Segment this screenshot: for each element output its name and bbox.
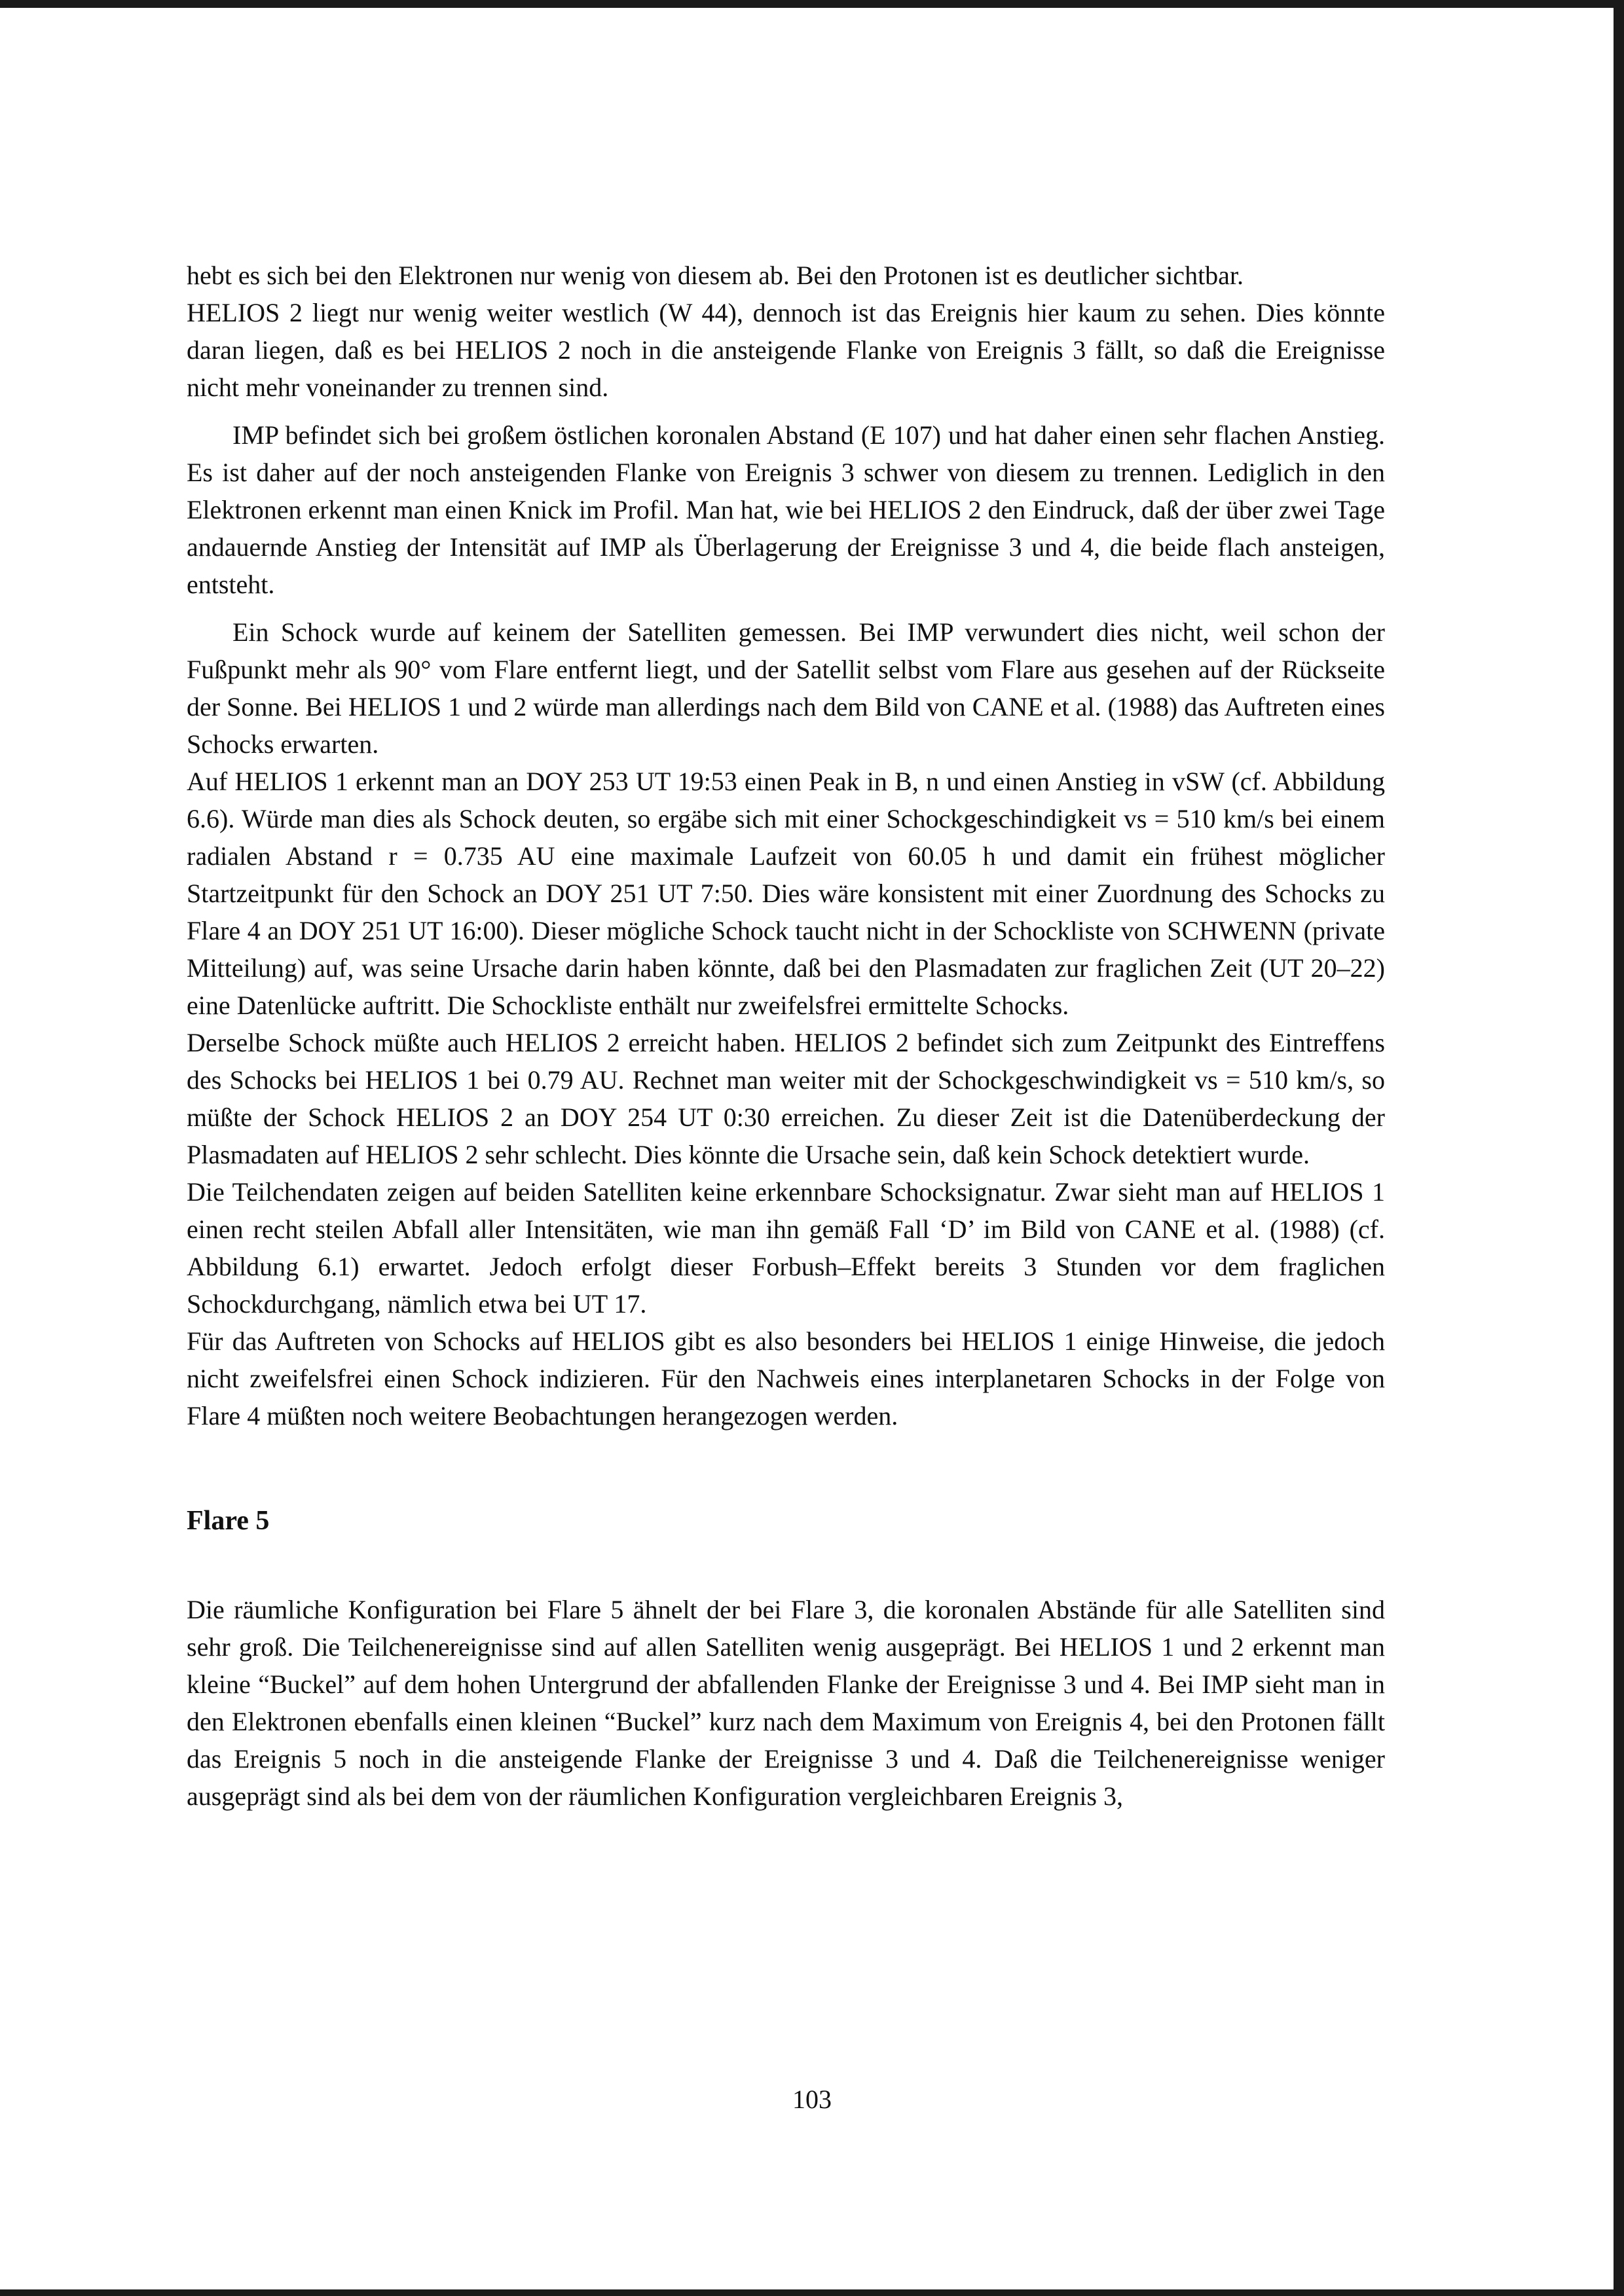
- page-number: 103: [792, 2085, 832, 2114]
- paragraph: hebt es sich bei den Elektronen nur wenig von diesem ab. Bei den Protonen ist es deutlicher sichtbar.: [187, 261, 1244, 290]
- paragraph: IMP befindet sich bei großem östlichen koronalen Abstand (E 107) und hat daher einen sehr flachen Anstieg. Es ist daher auf der noch ansteigenden Flanke von Ereignis 3 schwer von diesem zu trennen. Lediglich in den Elektronen erkennt man einen Knick im Profil. Man hat, wie bei HELIOS 2 den Eindruck, daß der über zwei Tage andauernde Anstieg der Intensität auf IMP als Überlagerung der Ereignisse 3 und 4, die beide flach ansteigen, entsteht.: [187, 420, 1385, 599]
- body-text: [187, 257, 1385, 1815]
- paragraph: Auf HELIOS 1 erkennt man an DOY 253 UT 19:53 einen Peak in B, n und einen Anstieg in vSW (cf. Abbildung 6.6). Würde man dies als Schock deuten, so ergäbe sich mit einer Schockgeschindigkeit vs = 510 km/s bei einem radialen Abstand r = 0.735 AU eine maximale Laufzeit von 60.05 h und damit ein frühest möglicher Startzeitpunkt für den Schock an DOY 251 UT 7:50. Dies wäre konsistent mit einer Zuordnung des Schocks zu Flare 4 an DOY 251 UT 16:00). Dieser mögliche Schock taucht nicht in der Schockliste von SCHWENN (private Mitteilung) auf, was seine Ursache darin haben könnte, daß bei den Plasmadaten zur fraglichen Zeit (UT 20–22) eine Datenlücke auftritt. Die Schockliste enthält nur zweifelsfrei ermittelte Schocks.: [187, 767, 1385, 1020]
- paragraph: Derselbe Schock müßte auch HELIOS 2 erreicht haben. HELIOS 2 befindet sich zum Zeitpunkt des Eintreffens des Schocks bei HELIOS 1 bei 0.79 AU. Rechnet man weiter mit der Schockgeschwindigkeit vs = 510 km/s, so müßte der Schock HELIOS 2 an DOY 254 UT 0:30 erreichen. Zu dieser Zeit ist die Datenüberdeckung der Plasmadaten auf HELIOS 2 sehr schlecht. Dies könnte die Ursache sein, daß kein Schock detektiert wurde.: [187, 1028, 1385, 1169]
- scan-border-bottom: [0, 2289, 1624, 2296]
- paragraph: Ein Schock wurde auf keinem der Satelliten gemessen. Bei IMP verwundert dies nicht, weil schon der Fußpunkt mehr als 90° vom Flare entfernt liegt, und der Satellit selbst vom Flare aus gesehen auf der Rückseite der Sonne. Bei HELIOS 1 und 2 würde man allerdings nach dem Bild von CANE et al. (1988) das Auftreten eines Schocks erwarten.: [187, 617, 1385, 759]
- paragraph: Die räumliche Konfiguration bei Flare 5 ähnelt der bei Flare 3, die koronalen Abstände für alle Satelliten sind sehr groß. Die Teilchenereignisse sind auf allen Satelliten wenig ausgeprägt. Bei HELIOS 1 und 2 erkennt man kleine “Buckel” auf dem hohen Untergrund der abfallenden Flanke der Ereignisse 3 und 4. Bei IMP sieht man in den Elektronen ebenfalls einen kleinen “Buckel” kurz nach dem Maximum von Ereignis 4, bei den Protonen fällt das Ereignis 5 noch in die ansteigende Flanke der Ereignisse 3 und 4. Daß die Teilchenereignisse weniger ausgeprägt sind als bei dem von der räumlichen Konfiguration vergleichbaren Ereignis 3,: [187, 1595, 1385, 1811]
- paragraph: HELIOS 2 liegt nur wenig weiter westlich (W 44), dennoch ist das Ereignis hier kaum zu sehen. Dies könnte daran liegen, daß es bei HELIOS 2 noch in die ansteigende Flanke von Ereignis 3 fällt, so daß die Ereignisse nicht mehr voneinander zu trennen sind.: [187, 298, 1385, 402]
- scan-border-top: [0, 0, 1624, 8]
- section-heading: Flare 5: [187, 1506, 270, 1536]
- paragraph: Die Teilchendaten zeigen auf beiden Satelliten keine erkennbare Schocksignatur. Zwar sieht man auf HELIOS 1 einen recht steilen Abfall aller Intensitäten, wie man ihn gemäß Fall ‘D’ im Bild von CANE et al. (1988) (cf. Abbildung 6.1) erwartet. Jedoch erfolgt dieser Forbush–Effekt bereits 3 Stunden vor dem fraglichen Schockdurchgang, nämlich etwa bei UT 17.: [187, 1177, 1385, 1319]
- scan-border-right: [1614, 0, 1624, 2296]
- paragraph: Für das Auftreten von Schocks auf HELIOS gibt es also besonders bei HELIOS 1 einige Hinweise, die jedoch nicht zweifelsfrei einen Schock indizieren. Für den Nachweis eines interplanetaren Schocks in der Folge von Flare 4 müßten noch weitere Beobachtungen herangezogen werden.: [187, 1326, 1385, 1430]
